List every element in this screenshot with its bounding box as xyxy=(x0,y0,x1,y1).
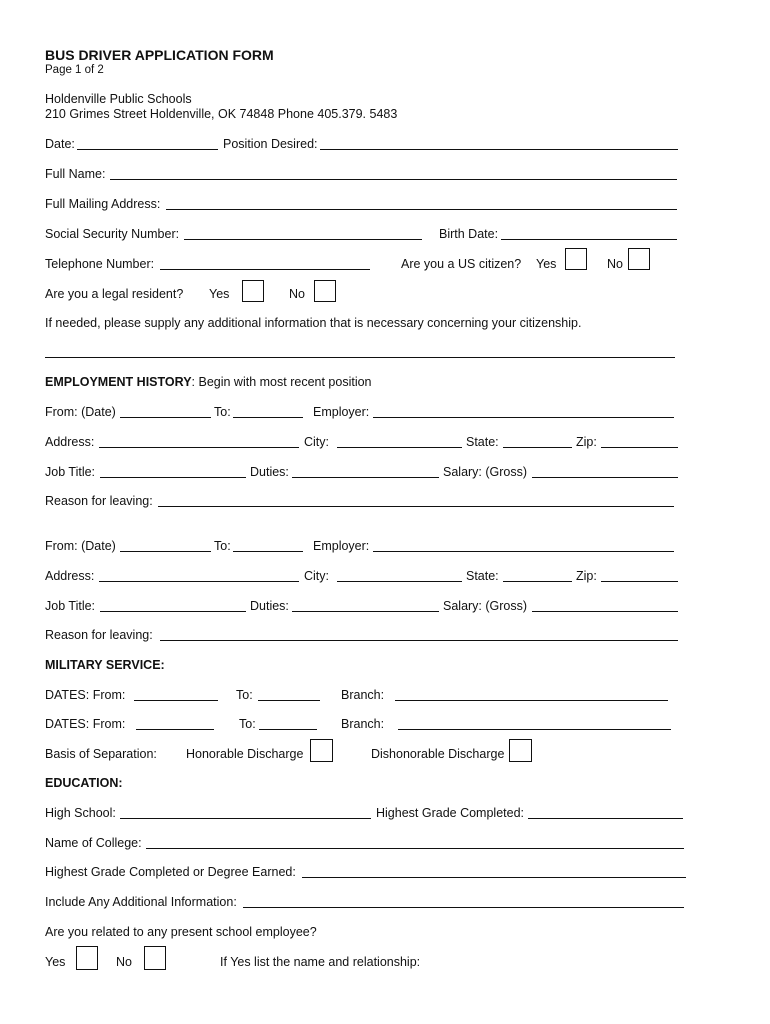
mailing-address-field[interactable] xyxy=(166,209,677,210)
birth-date-field[interactable] xyxy=(501,239,677,240)
job-title-label: Job Title: xyxy=(45,465,96,479)
from-date-label: From: (Date) xyxy=(45,405,116,419)
job-title-label: Job Title: xyxy=(45,599,96,613)
employer-address-field[interactable] xyxy=(99,581,299,582)
zip-field[interactable] xyxy=(601,581,678,582)
duties-label: Duties: xyxy=(250,599,289,613)
from-date-field[interactable] xyxy=(120,417,211,418)
branch-field[interactable] xyxy=(398,729,671,730)
high-school-label: High School: xyxy=(45,806,116,820)
mailing-address-label: Full Mailing Address: xyxy=(45,197,161,211)
military-dates-from-field[interactable] xyxy=(134,700,218,701)
city-label: City: xyxy=(304,569,329,583)
legal-resident-yes-checkbox[interactable] xyxy=(242,280,264,302)
us-citizen-no-label: No xyxy=(607,257,623,271)
additional-info-label: Include Any Additional Information: xyxy=(45,895,237,909)
legal-resident-question: Are you a legal resident? xyxy=(45,287,184,301)
citizenship-note: If needed, please supply any additional information that is necessary concerning your citizenship. xyxy=(45,316,582,330)
reason-for-leaving-field[interactable] xyxy=(158,506,674,507)
dishonorable-discharge-label: Dishonorable Discharge xyxy=(371,747,505,761)
military-to-label: To: xyxy=(239,717,256,731)
organization-address: 210 Grimes Street Holdenville, OK 74848 Phone 405.379. 5483 xyxy=(45,107,398,121)
related-yes-checkbox[interactable] xyxy=(76,946,98,970)
us-citizen-question: Are you a US citizen? xyxy=(401,257,522,271)
state-label: State: xyxy=(466,435,499,449)
to-date-label: To: xyxy=(214,405,231,419)
date-label: Date: xyxy=(45,137,75,151)
duties-label: Duties: xyxy=(250,465,289,479)
related-employee-question: Are you related to any present school employee? xyxy=(45,925,317,939)
reason-for-leaving-label: Reason for leaving: xyxy=(45,628,153,642)
military-to-label: To: xyxy=(236,688,253,702)
military-dates-from-field[interactable] xyxy=(136,729,214,730)
page-indicator: Page 1 of 2 xyxy=(45,64,104,76)
ssn-field[interactable] xyxy=(184,239,422,240)
legal-resident-no-label: No xyxy=(289,287,305,301)
military-dates-from-label: DATES: From: xyxy=(45,688,126,702)
to-date-field[interactable] xyxy=(233,551,303,552)
duties-field[interactable] xyxy=(292,611,439,612)
city-field[interactable] xyxy=(337,447,462,448)
full-name-field[interactable] xyxy=(110,179,677,180)
zip-label: Zip: xyxy=(576,569,597,583)
related-yes-label: Yes xyxy=(45,955,66,969)
degree-earned-field[interactable] xyxy=(302,877,686,878)
employer-address-label: Address: xyxy=(45,569,95,583)
military-to-field[interactable] xyxy=(259,729,317,730)
city-label: City: xyxy=(304,435,329,449)
ssn-label: Social Security Number: xyxy=(45,227,180,241)
city-field[interactable] xyxy=(337,581,462,582)
to-date-field[interactable] xyxy=(233,417,303,418)
employer-field[interactable] xyxy=(373,551,674,552)
duties-field[interactable] xyxy=(292,477,439,478)
employer-address-field[interactable] xyxy=(99,447,299,448)
legal-resident-yes-label: Yes xyxy=(209,287,230,301)
job-title-field[interactable] xyxy=(100,477,246,478)
zip-label: Zip: xyxy=(576,435,597,449)
zip-field[interactable] xyxy=(601,447,678,448)
from-date-field[interactable] xyxy=(120,551,211,552)
highest-grade-label: Highest Grade Completed: xyxy=(376,806,524,820)
education-heading: EDUCATION: xyxy=(45,776,123,790)
salary-field[interactable] xyxy=(532,477,678,478)
employment-subheading: : Begin with most recent position xyxy=(191,375,372,389)
full-name-label: Full Name: xyxy=(45,167,106,181)
branch-field[interactable] xyxy=(395,700,668,701)
degree-earned-label: Highest Grade Completed or Degree Earned: xyxy=(45,865,296,879)
college-name-field[interactable] xyxy=(146,848,684,849)
from-date-label: From: (Date) xyxy=(45,539,116,553)
legal-resident-no-checkbox[interactable] xyxy=(314,280,336,302)
employer-label: Employer: xyxy=(313,539,370,553)
salary-label: Salary: (Gross) xyxy=(443,599,528,613)
state-field[interactable] xyxy=(503,447,572,448)
branch-label: Branch: xyxy=(341,688,385,702)
additional-info-field[interactable] xyxy=(243,907,684,908)
military-service-heading: MILITARY SERVICE: xyxy=(45,658,165,672)
military-dates-from-label: DATES: From: xyxy=(45,717,126,731)
us-citizen-no-checkbox[interactable] xyxy=(628,248,650,270)
organization-name: Holdenville Public Schools xyxy=(45,92,192,106)
basis-of-separation-label: Basis of Separation: xyxy=(45,747,157,761)
honorable-discharge-checkbox[interactable] xyxy=(310,739,333,762)
telephone-label: Telephone Number: xyxy=(45,257,155,271)
citizenship-info-field[interactable] xyxy=(45,357,675,358)
related-no-label: No xyxy=(116,955,132,969)
us-citizen-yes-label: Yes xyxy=(536,257,557,271)
state-field[interactable] xyxy=(503,581,572,582)
employment-heading-text: EMPLOYMENT HISTORY xyxy=(45,375,192,389)
telephone-field[interactable] xyxy=(160,269,370,270)
branch-label: Branch: xyxy=(341,717,385,731)
related-no-checkbox[interactable] xyxy=(144,946,166,970)
reason-for-leaving-label: Reason for leaving: xyxy=(45,494,153,508)
employer-field[interactable] xyxy=(373,417,674,418)
state-label: State: xyxy=(466,569,499,583)
employment-history-heading xyxy=(45,376,372,389)
high-school-field[interactable] xyxy=(120,818,371,819)
highest-grade-field[interactable] xyxy=(528,818,683,819)
employer-label: Employer: xyxy=(313,405,370,419)
college-name-label: Name of College: xyxy=(45,836,142,850)
salary-field[interactable] xyxy=(532,611,678,612)
employer-address-label: Address: xyxy=(45,435,95,449)
birth-date-label: Birth Date: xyxy=(439,227,499,241)
to-date-label: To: xyxy=(214,539,231,553)
form-title: BUS DRIVER APPLICATION FORM xyxy=(45,47,274,63)
job-title-field[interactable] xyxy=(100,611,246,612)
salary-label: Salary: (Gross) xyxy=(443,465,528,479)
honorable-discharge-label: Honorable Discharge xyxy=(186,747,304,761)
position-field[interactable] xyxy=(320,149,678,150)
dishonorable-discharge-checkbox[interactable] xyxy=(509,739,532,762)
relationship-label: If Yes list the name and relationship: xyxy=(220,955,421,969)
position-label: Position Desired: xyxy=(223,137,318,151)
reason-for-leaving-field[interactable] xyxy=(160,640,678,641)
us-citizen-yes-checkbox[interactable] xyxy=(565,248,587,270)
military-to-field[interactable] xyxy=(258,700,320,701)
date-field[interactable] xyxy=(77,149,218,150)
